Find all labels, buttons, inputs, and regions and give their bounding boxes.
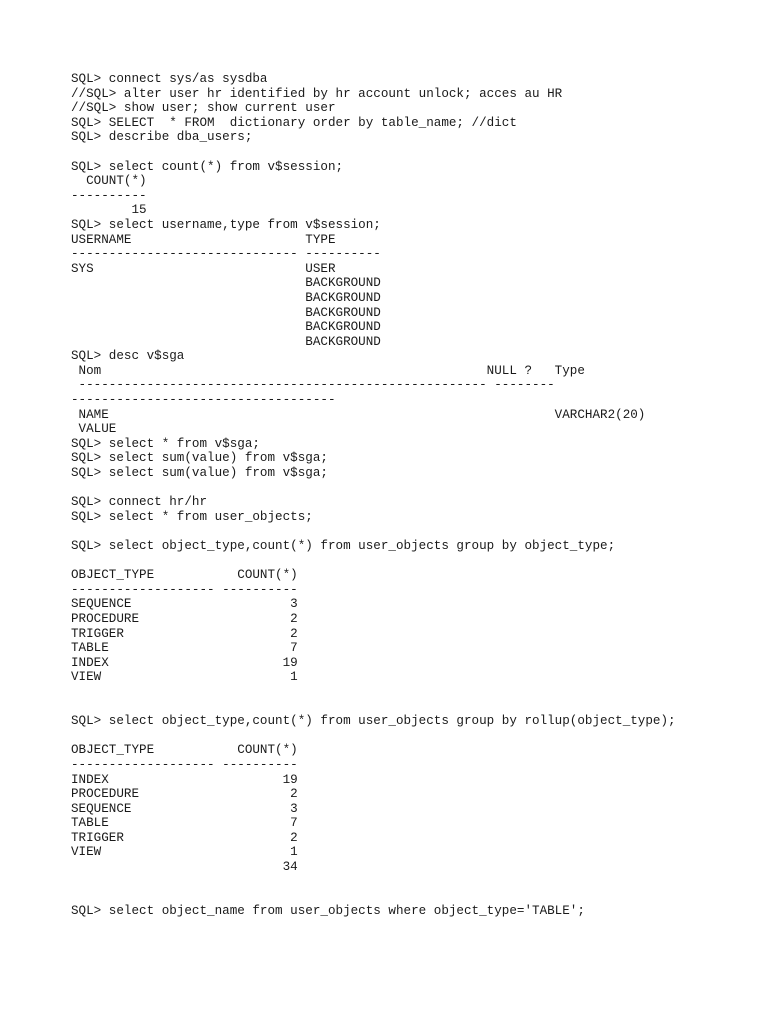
text-line: ----------------------------------- (71, 393, 336, 408)
text-line (71, 481, 751, 496)
text-line (71, 145, 751, 160)
text-line: OBJECT_TYPE COUNT(*) (71, 568, 298, 583)
text-line: PROCEDURE 2 (71, 787, 298, 802)
text-line: SYS USER (71, 261, 336, 276)
document-body (71, 72, 751, 918)
text-line: SQL> connect hr/hr (71, 495, 208, 510)
text-line: 34 (71, 860, 298, 875)
text-line: SQL> select object_type,count(*) from user_objects group by object_type; (71, 539, 616, 553)
text-line: //SQL> alter user hr identified by hr account unlock; acces au HR (71, 86, 563, 101)
text-line: PROCEDURE 2 (71, 611, 298, 626)
text-line: SQL> desc v$sga (71, 349, 185, 364)
text-line: SEQUENCE 3 (71, 597, 298, 612)
text-line (71, 889, 751, 904)
text-line: SQL> select count(*) from v$session; (71, 159, 344, 174)
text-line (71, 700, 751, 715)
text-line: BACKGROUND (71, 334, 381, 349)
text-line: SQL> connect sys/as sysdba (71, 72, 268, 86)
text-line (71, 729, 751, 744)
text-line: BACKGROUND (71, 320, 381, 335)
text-line: SQL> select object_name from user_objects where object_type='TABLE'; (71, 903, 585, 918)
text-line: BACKGROUND (71, 290, 381, 305)
text-line: SQL> select username,type from v$session; (71, 217, 381, 232)
text-line: BACKGROUND (71, 276, 381, 291)
text-line: SQL> SELECT * FROM dictionary order by table_name; //dict (71, 115, 517, 130)
text-line: ---------- (71, 188, 147, 203)
text-line: OBJECT_TYPE COUNT(*) (71, 743, 298, 758)
text-line: INDEX 19 (71, 772, 298, 787)
text-line: TRIGGER 2 (71, 830, 298, 845)
text-line: TABLE 7 (71, 816, 298, 831)
text-line: VIEW 1 (71, 845, 298, 860)
text-line: USERNAME TYPE (71, 232, 336, 247)
text-line: INDEX 19 (71, 655, 298, 670)
text-line: Nom NULL ? Type (71, 363, 585, 378)
text-line: SEQUENCE 3 (71, 801, 298, 816)
text-line (71, 685, 751, 700)
text-line: SQL> select sum(value) from v$sga; (71, 451, 328, 466)
text-line: 15 (71, 203, 147, 218)
text-line (71, 524, 751, 539)
text-line: VALUE (71, 422, 117, 437)
text-line: ------------------------------ ---------- (71, 247, 381, 262)
text-line: NAME VARCHAR2(20) (71, 407, 646, 422)
text-line: SQL> describe dba_users; (71, 130, 253, 145)
text-line (71, 875, 751, 890)
text-line: TABLE 7 (71, 641, 298, 656)
text-line: TRIGGER 2 (71, 626, 298, 641)
text-line: ------------------------------------------------------ -------- (71, 378, 555, 393)
text-line: SQL> select * from v$sga; (71, 436, 260, 451)
text-line: BACKGROUND (71, 305, 381, 320)
text-line: //SQL> show user; show current user (71, 101, 336, 116)
text-line: ------------------- ---------- (71, 582, 298, 597)
text-line: VIEW 1 (71, 670, 298, 685)
text-line (71, 554, 751, 569)
text-line: SQL> select object_type,count(*) from user_objects group by rollup(object_type); (71, 714, 676, 729)
text-line: COUNT(*) (71, 174, 147, 189)
text-line: ------------------- ---------- (71, 757, 298, 772)
text-line: SQL> select sum(value) from v$sga; (71, 466, 328, 481)
text-line: SQL> select * from user_objects; (71, 509, 313, 524)
